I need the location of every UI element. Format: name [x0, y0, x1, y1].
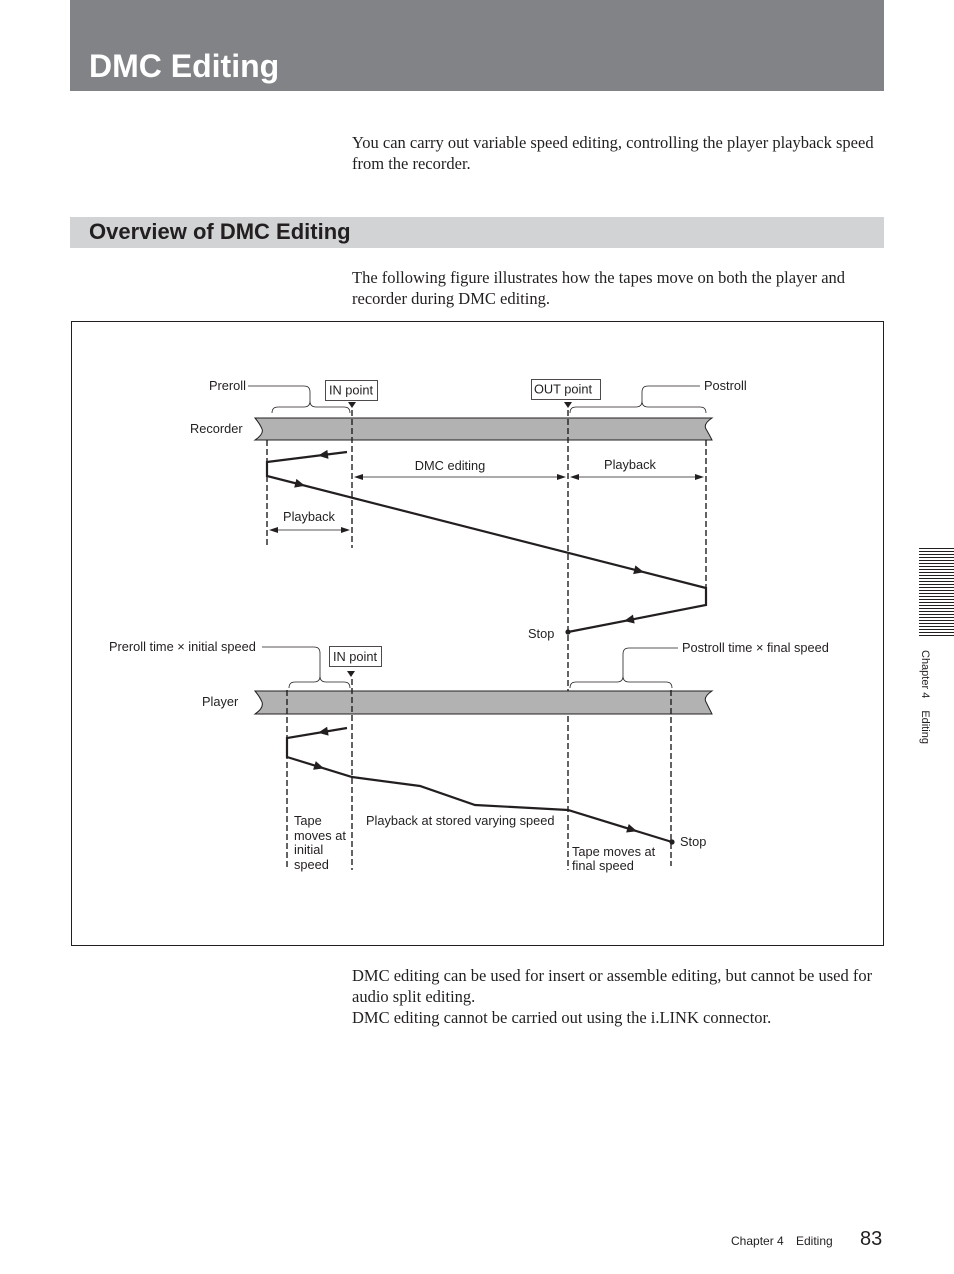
tape-initial-line-2: moves at	[294, 828, 346, 843]
out-point-marker	[564, 402, 572, 408]
section-title: Overview of DMC Editing	[89, 219, 351, 244]
recorder-playback-left-label: Playback	[283, 509, 335, 524]
recorder-playback-left-span-arrow	[269, 527, 350, 533]
page-title: DMC Editing	[89, 48, 280, 84]
side-tab-label	[918, 650, 932, 744]
player-tape	[255, 691, 712, 714]
side-tab-section: Editing	[919, 710, 931, 744]
player-postroll-brace	[570, 648, 678, 688]
player-motion-arrow-final	[626, 824, 638, 836]
tape-initial-line-1: Tape	[294, 813, 322, 828]
preroll-time-label: Preroll time × initial speed	[109, 639, 256, 654]
body-paragraph: DMC editing cannot be carried out using the i.LINK connector.	[352, 1008, 772, 1027]
intro-paragraph: You can carry out variable speed editing, controlling the player playback speed from the recorder.	[352, 133, 874, 173]
side-tab-stripes	[919, 548, 954, 638]
tape-initial-line-4: speed	[294, 857, 329, 872]
out-point-label: OUT point	[533, 381, 593, 397]
recorder-in-point-marker	[348, 402, 356, 408]
player-label: Player	[202, 694, 239, 709]
tape-final-line-2: final speed	[572, 858, 634, 873]
recorder-motion-arrow-rewind	[317, 450, 328, 460]
dmc-editing-label: DMC editing	[414, 458, 486, 473]
recorder-playback-right-span-arrow	[570, 474, 704, 480]
tape-initial-line-3: initial	[294, 842, 324, 857]
player-stop-dot	[669, 839, 674, 844]
postroll-time-label: Postroll time × final speed	[682, 640, 829, 655]
section-lead-paragraph: The following figure illustrates how the tapes move on both the player and recorder during DMC editing.	[352, 268, 846, 308]
body-text	[352, 965, 892, 1028]
footer-section: Editing	[796, 1234, 833, 1248]
recorder-tape	[255, 418, 712, 440]
page-number: 83	[860, 1228, 883, 1250]
playback-stored-label: Playback at stored varying speed	[366, 813, 555, 828]
player-motion-arrow-initial	[313, 761, 325, 773]
recorder-tape-motion-path	[267, 452, 706, 632]
preroll-label: Preroll	[209, 378, 246, 393]
recorder-dashed-guides	[267, 410, 706, 870]
recorder-in-point-label: IN point	[328, 382, 374, 398]
body-paragraph: DMC editing can be used for insert or assemble editing, but cannot be used for audio split editing.	[352, 966, 873, 1006]
recorder-playback-right-label: Playback	[604, 457, 656, 472]
dmc-editing-span-arrow	[354, 474, 566, 480]
player-stop-label: Stop	[680, 834, 707, 849]
postroll-label: Postroll	[704, 378, 747, 393]
dmc-editing-diagram	[71, 321, 884, 946]
side-tab-chapter: Chapter 4	[919, 650, 931, 699]
recorder-label: Recorder	[190, 421, 243, 436]
figure-border	[72, 322, 884, 946]
recorder-stop-label: Stop	[528, 626, 555, 641]
tape-final-line-1: Tape moves at	[572, 844, 656, 859]
footer-chapter: Chapter 4	[731, 1234, 784, 1248]
player-in-point-marker	[347, 671, 355, 677]
recorder-stop-dot	[565, 629, 570, 634]
player-in-point-label: IN point	[332, 649, 378, 664]
